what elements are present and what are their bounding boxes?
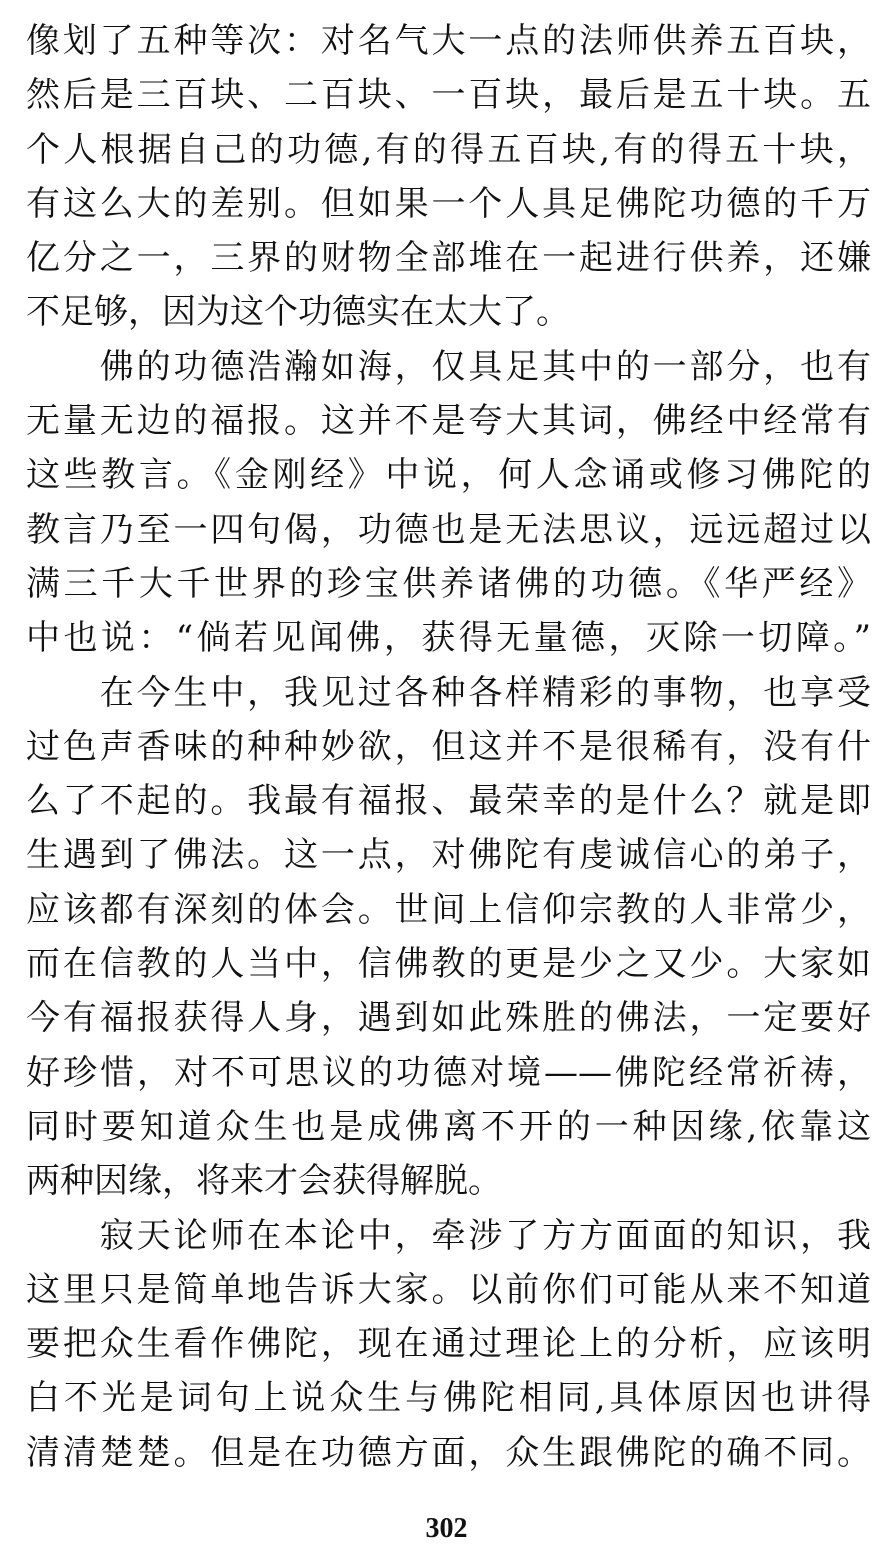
text-line: 应该都有深刻的体会。世间上信仰宗教的人非常少， — [26, 889, 871, 930]
text-line: 亿分之一，三界的财物全部堆在一起进行供养，还嫌 — [26, 238, 871, 279]
text-line: 个人根据自己的功德,有的得五百块,有的得五十块， — [26, 129, 871, 170]
text-line: 而在信教的人当中，信佛教的更是少之又少。大家如 — [26, 944, 871, 985]
text-line: 同时要知道众生也是成佛离不开的一种因缘,依靠这 — [26, 1106, 871, 1147]
text-line: 这些教言。《金刚经》中说，何人念诵或修习佛陀的 — [26, 455, 871, 496]
text-line: 要把众生看作佛陀，现在通过理论上的分析，应该明 — [26, 1324, 871, 1365]
text-line: 两种因缘，将来才会获得解脱。 — [26, 1161, 502, 1202]
text-line: 像划了五种等次：对名气大一点的法师供养五百块， — [26, 21, 871, 61]
text-line: 中也说：“倘若见闻佛，获得无量德，灭除一切障。” — [26, 618, 871, 659]
text-line: 这里只是简单地告诉大家。以前你们可能从来不知道 — [26, 1269, 871, 1310]
text-line: 白不光是词句上说众生与佛陀相同,具体原因也讲得 — [26, 1378, 871, 1419]
text-line: 有这么大的差别。但如果一个人具足佛陀功德的千万 — [26, 183, 871, 224]
text-line: 过色声香味的种种妙欲，但这并不是很稀有，没有什 — [26, 726, 871, 767]
text-line: 无量无边的福报。这并不是夸大其词，佛经中经常有 — [26, 401, 871, 442]
text-line: 寂天论师在本论中，牵涉了方方面面的知识，我 — [26, 1215, 871, 1256]
text-line: 清清楚楚。但是在功德方面，众生跟佛陀的确不同。 — [26, 1432, 871, 1473]
text-line: 满三千大千世界的珍宝供养诸佛的功德。《华严经》 — [26, 563, 871, 604]
page-number: 302 — [425, 1513, 468, 1544]
body-text — [26, 14, 871, 1480]
text-line: 生遇到了佛法。这一点，对佛陀有虔诚信心的弟子， — [26, 835, 871, 876]
text-line: 么了不起的。我最有福报、最荣幸的是什么？就是即 — [26, 781, 871, 822]
text-line: 在今生中，我见过各种各样精彩的事物，也享受 — [26, 672, 871, 713]
text-line: 教言乃至一四句偈，功德也是无法思议，远远超过以 — [26, 509, 871, 550]
text-line: 今有福报获得人身，遇到如此殊胜的佛法，一定要好 — [26, 998, 871, 1039]
text-line: 好珍惜，对不可思议的功德对境——佛陀经常祈祷， — [26, 1052, 871, 1093]
text-line: 不足够，因为这个功德实在太大了。 — [26, 292, 570, 333]
text-line: 然后是三百块、二百块、一百块，最后是五十块。五 — [26, 75, 871, 116]
text-line: 佛的功德浩瀚如海，仅具足其中的一部分，也有 — [26, 346, 871, 387]
